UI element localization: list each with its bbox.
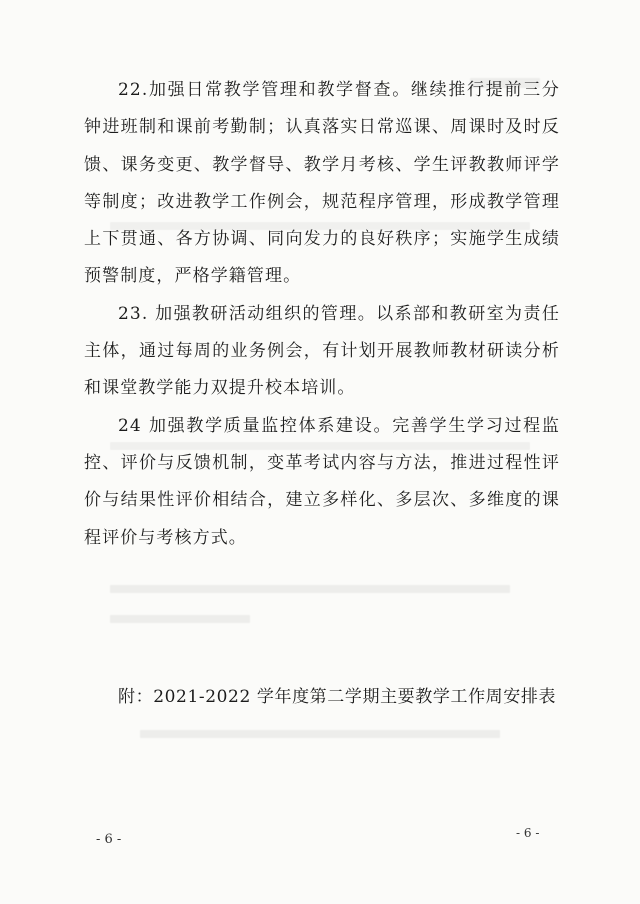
bleed-through-mark <box>110 615 250 623</box>
bleed-through-mark <box>110 585 510 593</box>
paragraph-22: 22.加强日常教学管理和教学督查。继续推行提前三分钟进班制和课前考勤制；认真落实日常巡课、周课时及时反馈、课务变更、教学督导、教学月考核、学生评教教师评学等制度；改进教学工作例会，规范程序管理，形成教学管理上下贯通、各方协调、同向发力的良好秩序；实施学生成绩预警制度，严格学籍管理。 <box>84 80 560 287</box>
attachment-note: 附：2021-2022 学年度第二学期主要教学工作周安排表 <box>118 687 557 707</box>
paragraph-24: 24 加强教学质量监控体系建设。完善学生学习过程监控、评价与反馈机制，变革考试内容与方法，推进过程性评价与结果性评价相结合，建立多样化、多层次、多维度的课程评价与考核方式。 <box>84 415 560 548</box>
bleed-through-mark <box>140 730 500 738</box>
page-number-right: - 6 - <box>516 826 540 840</box>
paragraph-23: 23. 加强教研活动组织的管理。以系部和教研室为责任主体，通过每周的业务例会，有计划开展教师教材研读分析和课堂教学能力双提升校本培训。 <box>84 303 560 399</box>
page-number-left: - 6 - <box>96 832 122 847</box>
document-body <box>84 72 560 557</box>
